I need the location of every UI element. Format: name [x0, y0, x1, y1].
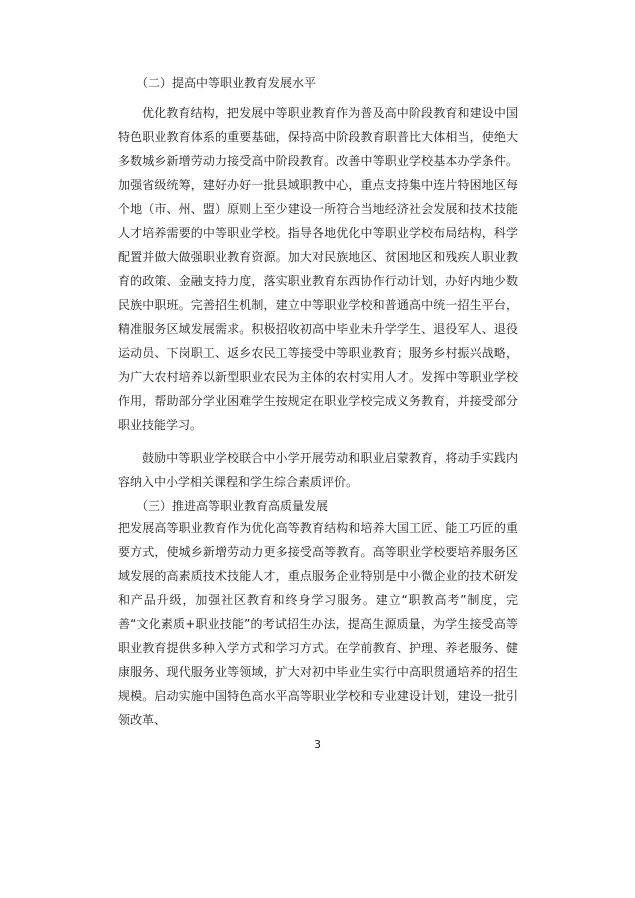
page-number: 3 [314, 738, 321, 751]
section-2-heading: （二）提高中等职业教育发展水平 [136, 76, 317, 90]
section-3-paragraph-1: 把发展高等职业教育作为优化高等教育结构和培养大国工匠、能工巧匠的重要方式，使城乡新增劳动力更多接受高等教育。高等职业学校要培养服务区域发展的高素质技术技能人才，重点服务企业特别是中小微企业的技术研发和产品升级，加强社区教育和终身学习服务。建立“职教高考”制度，完善“文化素质+职业技能”的考试招生办法，提高生源质量，为学生接受高等职业教育提供多种入学方式和学习方式。在学前教育、护理、养老服务、健康服务、现代服务业等领域，扩大对初中毕业生实行中高职贯通培养的招生规模。启动实施中国特色高水平高等职业学校和专业建设计划，建设一批引领改革、 [118, 521, 518, 727]
section-2-paragraph-1: 优化教育结构，把发展中等职业教育作为普及高中阶段教育和建设中国特色职业教育体系的重要基础，保持高中阶段教育职普比大体相当，使绝大多数城乡新增劳动力接受高中阶段教育。改善中等职业学校基本办学条件。加强省级统筹，建好办好一批县域职教中心，重点支持集中连片特困地区每个地（市、州、盟）原则上至少建设一所符合当地经济社会发展和技术技能人才培养需要的中等职业学校。指导各地优化中等职业学校布局结构，科学配置并做大做强职业教育资源。加大对民族地区、贫困地区和残疾人职业教育的政策、金融支持力度，落实职业教育东西协作行动计划，办好内地少数民族中职班。完善招生机制，建立中等职业学校和普通高中统一招生平台，精准服务区域发展需求。积极招收初高中毕业未升学学生、退役军人、退役运动员、下岗职工、返乡农民工等接受中等职业教育；服务乡村振兴战略，为广大农村培养以新型职业农民为主体的农村实用人才。发挥中等职业学校作用，帮助部分学业困难学生按规定在职业学校完成义务教育，并接受部分职业技能学习。 [118, 106, 518, 432]
section-2-paragraph-2: 鼓励中等职业学校联合中小学开展劳动和职业启蒙教育，将动手实践内容纳入中小学相关课程和学生综合素质评价。 [118, 451, 518, 489]
section-3-heading: （三）推进高等职业教育高质量发展 [136, 499, 329, 513]
